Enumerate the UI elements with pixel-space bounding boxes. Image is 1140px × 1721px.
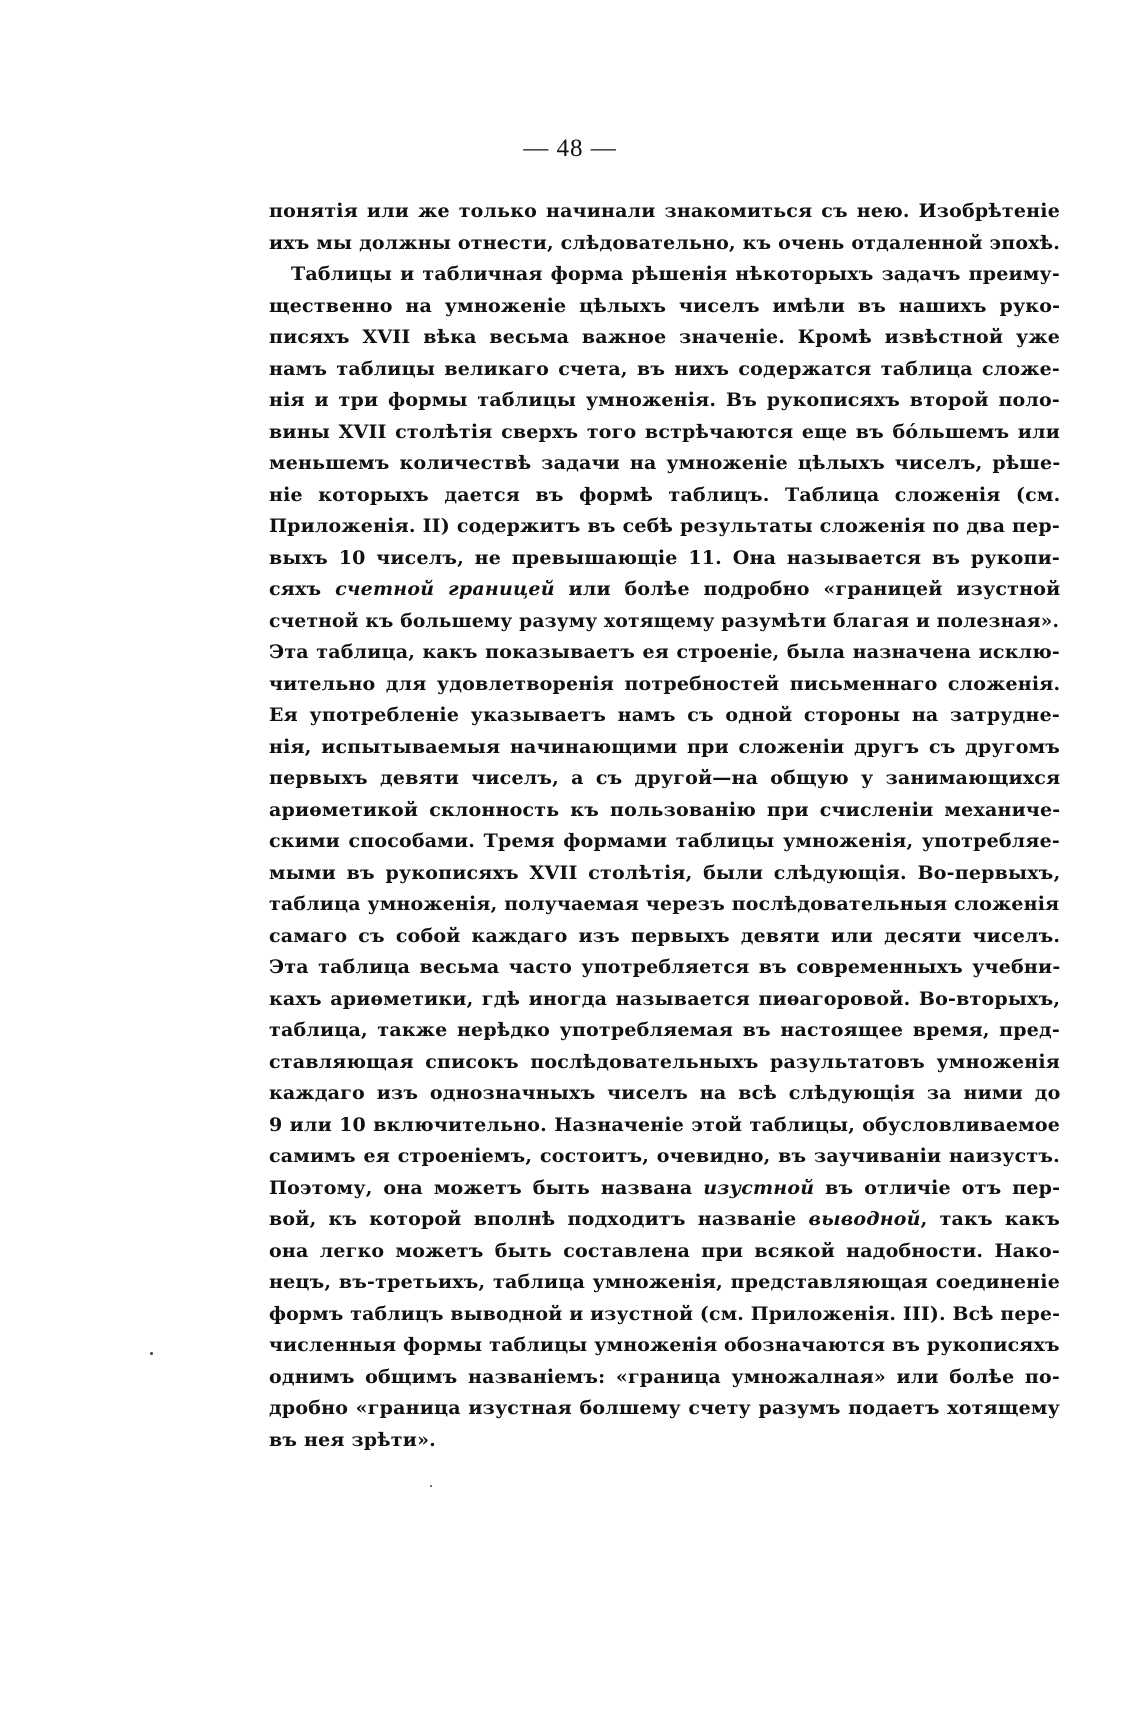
text-line <box>269 1330 1060 1362</box>
text-line <box>269 1362 1060 1394</box>
text-run: нія, испытываемыя начинающими при сложеніи другъ съ другомъ <box>269 735 1061 758</box>
text-line <box>269 700 1060 732</box>
text-line <box>269 1078 1060 1110</box>
text-run: самаго съ собой каждаго изъ первыхъ девяти или десяти чиселъ. <box>269 924 1061 947</box>
text-line <box>269 1110 1060 1142</box>
text-run: она легко можетъ быть составлена при всякой надобности. Нако- <box>269 1239 1060 1262</box>
text-run: Таблицы и табличная форма рѣшенія нѣкоторыхъ задачъ преиму- <box>291 263 1060 285</box>
text-line <box>269 826 1060 858</box>
text-line <box>269 921 1060 953</box>
text-line <box>269 763 1060 795</box>
text-run: понятія или же только начинали знакомиться съ нею. Изобрѣтеніе <box>269 200 1060 222</box>
italic-term: счетной границей <box>335 578 555 600</box>
text-run: Поэтому, она можетъ быть названа <box>269 1176 704 1199</box>
text-run: однимъ общимъ названіемъ: «граница умножалная» или болѣе по- <box>269 1365 1060 1388</box>
text-line <box>269 417 1060 449</box>
text-run: намъ таблицы великаго счета, въ нихъ содержатся таблица сложе- <box>269 357 1060 380</box>
text-line <box>269 952 1060 984</box>
page-number: — 48 — <box>523 135 617 162</box>
text-run: сяхъ <box>269 578 336 600</box>
text-line <box>269 1425 1060 1457</box>
text-line <box>269 259 1060 291</box>
text-run: ихъ мы должны отнести, слѣдовательно, къ очень отдаленной эпохѣ. <box>269 231 1061 254</box>
text-run: скими способами. Тремя формами таблицы умноженія, употребляе- <box>269 830 1060 852</box>
text-run: писяхъ XVII вѣка весьма важное значеніе. Кромѣ извѣстной уже <box>269 326 1060 348</box>
italic-term: изустной <box>703 1176 815 1199</box>
text-line <box>269 291 1060 323</box>
text-run: Эта таблица весьма часто употребляется въ современныхъ учебни- <box>269 956 1061 978</box>
text-line <box>269 574 1060 606</box>
text-line <box>269 543 1060 575</box>
text-line <box>269 1204 1060 1236</box>
text-run: меньшемъ количествѣ задачи на умноженіе цѣлыхъ чиселъ, рѣше- <box>269 452 1061 474</box>
body-text <box>269 196 1060 1456</box>
text-line <box>269 228 1059 260</box>
text-line <box>269 732 1060 764</box>
text-run: , такъ какъ <box>920 1208 1060 1230</box>
text-run: кахъ ариѳметики, гдѣ иногда называется пиѳагоровой. Во-вторыхъ, <box>269 987 1061 1010</box>
text-run: нія и три формы таблицы умноженія. Въ рукописяхъ второй поло- <box>269 389 1060 411</box>
text-run: счетной къ большему разуму хотящему разумѣти благая и полезная». <box>269 609 1060 632</box>
print-speck <box>430 1485 432 1487</box>
text-line <box>269 669 1060 701</box>
text-line <box>269 1267 1060 1299</box>
text-line <box>269 637 1060 669</box>
text-line <box>269 984 1060 1016</box>
text-run: численныя формы таблицы умноженія обозначаются въ рукописяхъ <box>269 1334 1060 1356</box>
text-line <box>269 511 1060 543</box>
text-line <box>269 448 1060 480</box>
text-run: Эта таблица, какъ показываетъ ея строеніе, была назначена исклю- <box>269 641 1060 663</box>
text-line <box>269 1015 1060 1047</box>
text-run: самимъ ея строеніемъ, состоитъ, очевидно, въ заучиваніи наизустъ. <box>269 1145 1060 1167</box>
text-run: дробно «граница изустная болшему счету разумъ подаетъ хотящему <box>269 1397 1060 1419</box>
text-line <box>269 1047 1060 1079</box>
text-line <box>269 196 1060 228</box>
text-line <box>269 795 1060 827</box>
text-run: ставляющая списокъ послѣдовательныхъ разультатовъ умноженія <box>269 1050 1060 1073</box>
text-run: вины XVII столѣтія сверхъ того встрѣчаются еще въ бóльшемъ или <box>269 420 1060 443</box>
text-run: каждаго изъ однозначныхъ чиселъ на всѣ слѣдующія за ними до <box>269 1082 1061 1104</box>
italic-term: выводной <box>808 1208 921 1230</box>
text-run: первыхъ девяти чиселъ, а съ другой—на общую у занимающихся <box>269 767 1061 789</box>
text-run: 9 или 10 включительно. Назначеніе этой таблицы, обусловливаемое <box>269 1113 1060 1136</box>
text-run: щественно на умноженіе цѣлыхъ чиселъ имѣли въ нашихъ руко- <box>269 294 1061 317</box>
text-line <box>269 889 1058 921</box>
text-run: въ нея зрѣти». <box>269 1428 436 1451</box>
text-run: вой, къ которой вполнѣ подходитъ названіе <box>269 1208 809 1230</box>
text-run: ніе которыхъ дается въ формѣ таблицъ. Таблица сложенія (см. <box>269 483 1061 506</box>
text-line <box>269 480 1060 512</box>
text-run: Ея употребленіе указываетъ намъ съ одной стороны на затрудне- <box>269 704 1061 726</box>
text-line <box>269 1141 1060 1173</box>
text-line <box>269 1173 1060 1205</box>
text-line <box>269 858 1060 890</box>
text-run: таблица умноженія, получаемая черезъ послѣдовательныя сложенія <box>269 893 1060 915</box>
text-run: выхъ 10 чиселъ, не превышающіе 11. Она называется въ рукопи- <box>269 546 1060 569</box>
text-run: ариѳметикой склонность къ пользованію при счисленіи механиче- <box>269 798 1061 821</box>
text-run: нецъ, въ-третьихъ, таблица умноженія, представляющая соединеніе <box>269 1271 1060 1293</box>
text-line <box>269 1393 1060 1425</box>
text-line <box>269 385 1060 417</box>
print-speck <box>150 1352 153 1355</box>
text-run: или болѣе подробно «границей изустной <box>554 578 1061 600</box>
text-line <box>269 322 1060 354</box>
text-line <box>269 1299 1061 1331</box>
text-run: формъ таблицъ выводной и изустной (см. Приложенія. III). Всѣ пере- <box>269 1302 1061 1325</box>
text-run: таблица, также нерѣдко употребляемая въ настоящее время, пред- <box>269 1019 1060 1041</box>
text-line <box>269 1236 1060 1268</box>
text-run: чительно для удовлетворенія потребностей письменнаго сложенія. <box>269 672 1061 695</box>
text-line <box>269 606 1060 638</box>
text-line <box>269 354 1060 386</box>
text-run: Приложенія. II) содержитъ въ себѣ результаты сложенія по два пер- <box>269 515 1060 537</box>
text-run: мыми въ рукописяхъ XVII столѣтія, были слѣдующія. Во-первыхъ, <box>269 861 1061 884</box>
text-run: въ отличіе отъ пер- <box>814 1176 1061 1199</box>
